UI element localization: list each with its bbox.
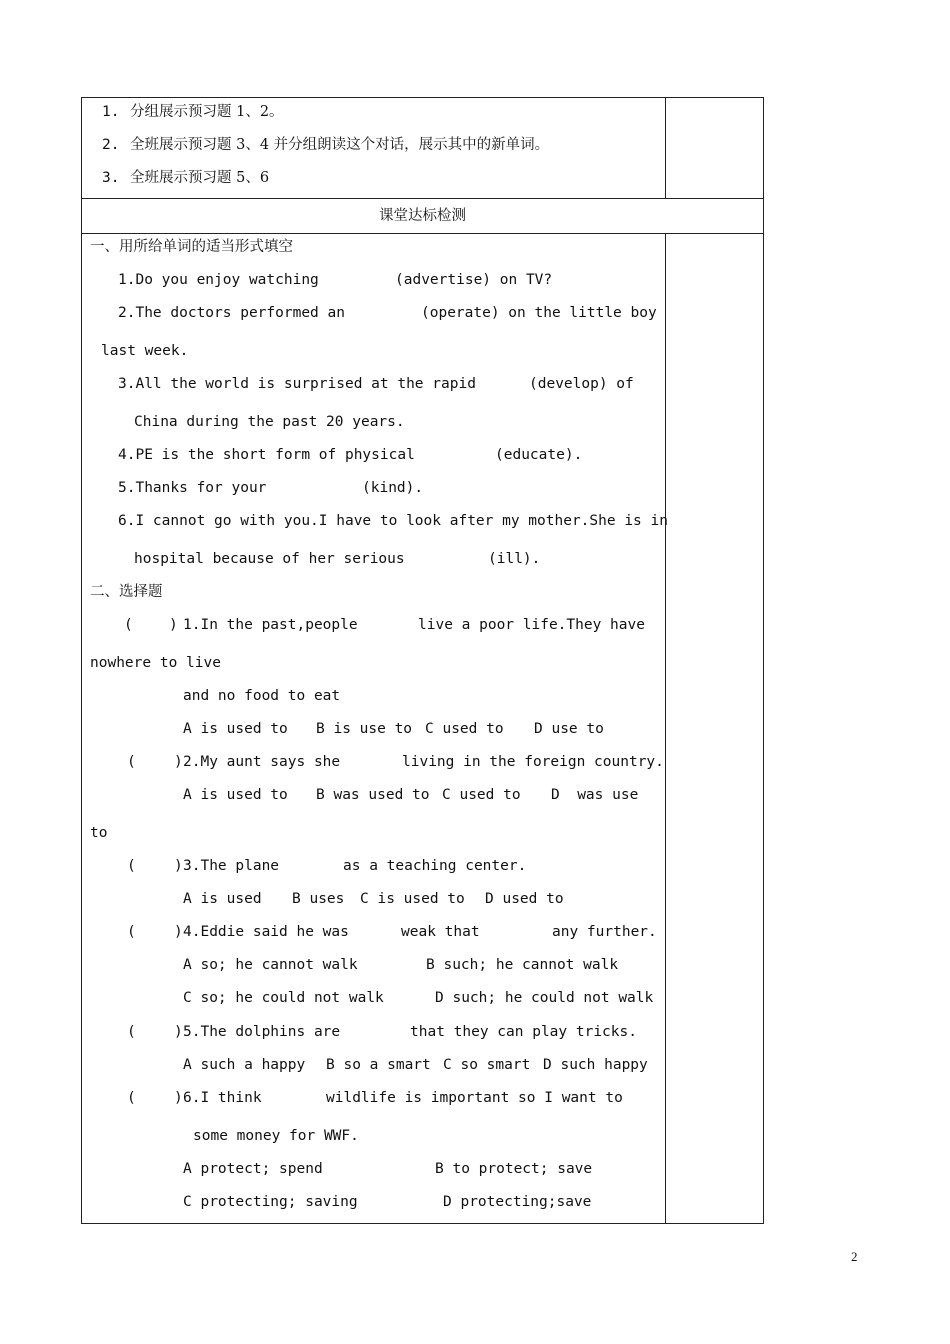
p2-q2-text: 2.My aunt says she <box>183 754 341 770</box>
p1-q2-text: 2.The doctors performed an <box>118 305 345 321</box>
p2-q2-opt-d: D was use <box>551 787 639 803</box>
p2-q5-opt-a: A such a happy <box>183 1057 306 1073</box>
part2-title: 二、选择题 <box>90 584 163 600</box>
p1-q6-hint: (ill). <box>488 551 541 567</box>
list-num-1: 1. <box>102 104 120 120</box>
p2-q6-text: 6.I think <box>183 1090 262 1106</box>
p2-q6-opt-c: C protecting; saving <box>183 1194 358 1210</box>
section-header: 课堂达标检测 <box>379 208 466 224</box>
p2-q4-opt-b: B such; he cannot walk <box>426 957 619 973</box>
p2-q3-opt-c: C is used to <box>360 891 465 907</box>
p2-q6-opt-d: D protecting;save <box>443 1194 592 1210</box>
p1-q3-wrap: China during the past 20 years. <box>134 414 405 430</box>
p1-q6-text: 6.I cannot go with you.I have to look after my mother.She is in <box>118 513 668 529</box>
list-num-3: 3. <box>102 170 120 186</box>
side-cell-2 <box>666 234 764 1224</box>
p2-q1-close-paren: ) <box>169 617 178 633</box>
p1-q6-wrap: hospital because of her serious <box>134 551 405 567</box>
exercise-cell <box>82 234 666 1224</box>
p2-q1-opt-b: B is use to <box>316 721 413 737</box>
side-cell-1 <box>666 98 764 199</box>
p2-q5-close-paren: ) <box>174 1024 183 1040</box>
p2-q4-text-b: weak that <box>401 924 480 940</box>
p1-q2-wrap: last week. <box>101 343 189 359</box>
p2-q3-opt-a: A is used <box>183 891 262 907</box>
p1-q1-text: 1.Do you enjoy watching <box>118 272 319 288</box>
p2-q6-close-paren: ) <box>174 1090 183 1106</box>
p2-q2-opt-a: A is used to <box>183 787 288 803</box>
p2-q3-open-paren: ( <box>127 858 136 874</box>
p2-q3-opt-b: B uses <box>292 891 345 907</box>
p2-q2-opt-c: C used to <box>442 787 521 803</box>
p2-q3-opt-d: D used to <box>485 891 564 907</box>
p2-q4-close-paren: ) <box>174 924 183 940</box>
list-item-1: 分组展示预习题 1、2。 <box>130 104 284 120</box>
p2-q4-text-c: any further. <box>552 924 657 940</box>
list-item-3: 全班展示预习题 5、6 <box>130 170 270 186</box>
p1-q4-text: 4.PE is the short form of physical <box>118 447 415 463</box>
p2-q2-wrap: to <box>90 825 108 841</box>
p2-q2-open-paren: ( <box>127 754 136 770</box>
p1-q1-hint: (advertise) on TV? <box>395 272 553 288</box>
p2-q1-opt-a: A is used to <box>183 721 288 737</box>
p2-q1-wrap: nowhere to live <box>90 655 221 671</box>
p2-q4-opt-a: A so; he cannot walk <box>183 957 358 973</box>
part1-title: 一、用所给单词的适当形式填空 <box>90 239 293 255</box>
p2-q6-text-b: wildlife is important so I want to <box>326 1090 623 1106</box>
p1-q4-hint: (educate). <box>495 447 583 463</box>
p2-q5-text: 5.The dolphins are <box>183 1024 341 1040</box>
p2-q5-opt-d: D such happy <box>543 1057 648 1073</box>
p2-q4-text: 4.Eddie said he was <box>183 924 349 940</box>
p1-q3-hint: (develop) of <box>529 376 634 392</box>
p2-q5-open-paren: ( <box>127 1024 136 1040</box>
page-number: 2 <box>851 1249 858 1264</box>
p2-q5-opt-b: B so a smart <box>326 1057 431 1073</box>
list-item-2: 全班展示预习题 3、4 并分组朗读这个对话，展示其中的新单词。 <box>130 137 550 153</box>
p2-q4-opt-d: D such; he could not walk <box>435 990 654 1006</box>
p2-q2-opt-b: B was used to <box>316 787 430 803</box>
p2-q5-text-b: that they can play tricks. <box>410 1024 637 1040</box>
p2-q3-text-b: as a teaching center. <box>343 858 527 874</box>
p2-q6-open-paren: ( <box>127 1090 136 1106</box>
list-num-2: 2. <box>102 137 120 153</box>
p2-q1-opt-d: D use to <box>534 721 604 737</box>
p2-q4-opt-c: C so; he could not walk <box>183 990 384 1006</box>
p2-q6-opt-a: A protect; spend <box>183 1161 323 1177</box>
p2-q2-close-paren: ) <box>174 754 183 770</box>
p2-q1-text: 1.In the past,people <box>183 617 358 633</box>
p1-q2-hint: (operate) on the little boy <box>421 305 657 321</box>
p1-q3-text: 3.All the world is surprised at the rapid <box>118 376 476 392</box>
p2-q2-text-b: living in the foreign country. <box>402 754 664 770</box>
p2-q6-wrap: some money for WWF. <box>193 1128 359 1144</box>
worksheet-table <box>81 97 764 1224</box>
presentation-cell <box>82 98 666 199</box>
p2-q4-open-paren: ( <box>127 924 136 940</box>
p2-q1-open-paren: ( <box>124 617 133 633</box>
p2-q1-wrap2: and no food to eat <box>183 688 341 704</box>
p2-q3-close-paren: ) <box>174 858 183 874</box>
p2-q3-text: 3.The plane <box>183 858 280 874</box>
p2-q1-text-b: live a poor life.They have <box>418 617 645 633</box>
section-header-cell <box>82 199 764 234</box>
p1-q5-hint: (kind). <box>362 480 424 496</box>
p2-q6-opt-b: B to protect; save <box>435 1161 593 1177</box>
p1-q5-text: 5.Thanks for your <box>118 480 267 496</box>
p2-q1-opt-c: C used to <box>425 721 504 737</box>
p2-q5-opt-c: C so smart <box>443 1057 531 1073</box>
